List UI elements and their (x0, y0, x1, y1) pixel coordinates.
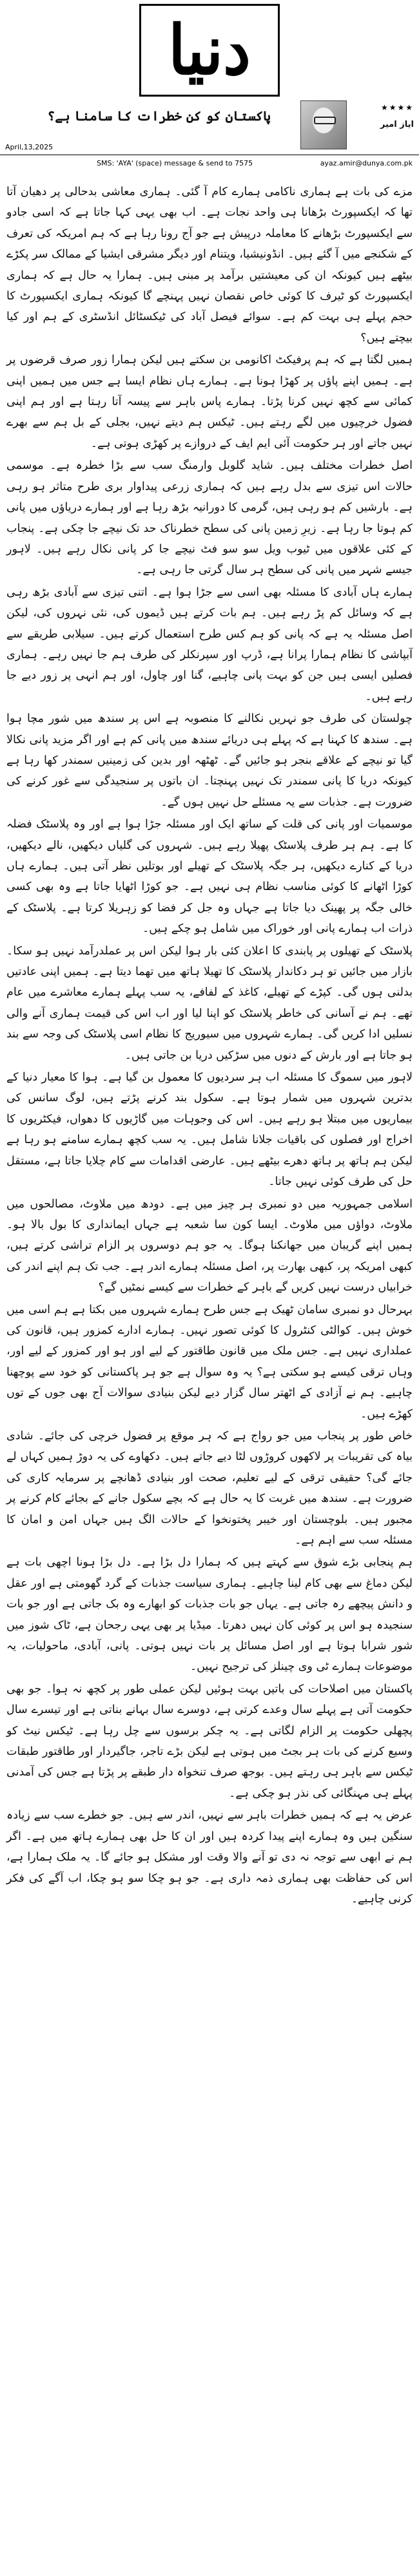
paragraph: پلاسٹک کے تھیلوں پر پابندی کا اعلان کئی بار ہوا لیکن اس پر عملدرآمد نہیں ہو سکا۔ بازار میں جائیں تو ہر دکاندار پلاسٹک کا تھیلا ہاتھ میں تھما دیتا ہے۔ ہمیں اپنی عادتیں بدلنی ہوں گی۔ کپڑے کے تھیلے، کاغذ کے لفافے، یہ سب پہلے ہمارے معاشرے میں عام تھے۔ ہم نے آسانی کی خاطر پلاسٹک کو اپنا لیا اور اب اس کی قیمت ہماری آنے والی نسلیں ادا کریں گی۔ ہمارے شہروں میں سیوریج کا نظام اسی پلاسٹک کی وجہ سے بند ہو جاتا ہے اور بارش کے دنوں میں سڑکیں دریا بن جاتی ہیں۔ (6, 944, 413, 1062)
article-body (6, 182, 413, 1911)
author-photo (300, 100, 347, 149)
paragraph: عرض یہ ہے کہ ہمیں خطرات باہر سے نہیں، اندر سے ہیں۔ جو خطرے سب سے زیادہ سنگین ہیں وہ ہمارے اپنے پیدا کردہ ہیں اور ان کا حل بھی ہمارے ہاتھ میں ہے۔ اگر ہم نے ابھی سے توجہ نہ دی تو آنے والا وقت اور مشکل ہو جائے گا۔ یہ ملک ہمارا ہے، اس کی حفاظت بھی ہماری ذمہ داری ہے۔ جو ہو چکا سو ہو چکا، اب آگے کی فکر کرنی چاہیے۔ (6, 1809, 413, 1906)
logo-text: دنیا (168, 10, 251, 90)
author-email: ayaz.amir@dunya.com.pk (320, 159, 413, 167)
paragraph: چولستان کی طرف جو نہریں نکالنے کا منصوبہ ہے اس پر سندھ میں شور مچا ہوا ہے۔ سندھ کا کہنا ہے کہ پہلے ہی دریائے سندھ میں پانی کم ہے اور اگر مزید پانی نکالا گیا تو نیچے کے علاقے بنجر ہو جائیں گے۔ ٹھٹھہ اور بدین کی زمینیں سمندر کھا رہا ہے کیونکہ دریا کا پانی سمندر تک نہیں پہنچتا۔ ان باتوں پر سنجیدگی سے غور کرنے کی ضرورت ہے۔ جذبات سے یہ مسئلے حل نہیں ہوں گے۔ (6, 712, 413, 809)
paragraph: پاکستان میں اصلاحات کی باتیں بہت ہوئیں لیکن عملی طور پر کچھ نہ ہوا۔ جو بھی حکومت آتی ہے پہلے سال وعدے کرتی ہے، دوسرے سال بہانے بناتی ہے اور تیسرے سال پچھلی حکومت پر الزام لگاتی ہے۔ یہ چکر برسوں سے چل رہا ہے۔ ٹیکس نیٹ کو وسیع کرنے کی بات ہر بجٹ میں ہوتی ہے لیکن بڑے تاجر، جاگیردار اور طاقتور طبقات ٹیکس سے باہر ہی رہتے ہیں۔ بوجھ صرف تنخواہ دار طبقے پر پڑتا ہے جس کی آمدنی پہلے ہی مہنگائی کی نذر ہو چکی ہے۔ (6, 1682, 413, 1800)
column-headline: پاکستان کو کن خطرات کا سامنا ہے؟ (47, 108, 271, 124)
author-glasses-shape (314, 117, 336, 124)
dunya-logo (139, 4, 280, 97)
sms-instructions: SMS: 'AYA' (space) message & send to 7575 (97, 159, 253, 167)
rating-stars-icon: ★★★★ (380, 103, 414, 112)
paragraph: ہم پنجابی بڑے شوق سے کہتے ہیں کہ ہمارا دل بڑا ہے۔ دل بڑا ہونا اچھی بات ہے لیکن دماغ سے بھی کام لینا چاہیے۔ ہماری سیاست جذبات کے گرد گھومتی ہے اور عقل و دانش پیچھے رہ جاتی ہے۔ یہاں جو بات جذبات کو ابھارے وہ بک جاتی ہے اور جو بات سنجیدہ ہو اس پر کوئی کان نہیں دھرتا۔ میڈیا پر بھی یہی رجحان ہے، ٹاک شوز میں شور شرابا ہوتا ہے اور اصل مسائل پر بات نہیں ہوتی۔ پانی، آبادی، ماحولیات، یہ موضوعات ہمارے ٹی وی چینلز کی ترجیح نہیں۔ (6, 1556, 413, 1674)
paragraph: موسمیات اور پانی کی قلت کے ساتھ ایک اور مسئلہ جڑا ہوا ہے اور وہ پلاسٹک فضلہ کا ہے۔ ہم ہر طرف پلاسٹک پھیلا رہے ہیں۔ شہروں کی گلیاں دیکھیں، نالے دیکھیں، دریا کے کنارے دیکھیں، ہر جگہ پلاسٹک کے تھیلے اور بوتلیں نظر آتی ہیں۔ ہمارے ہاں کوڑا اٹھانے کا کوئی مناسب نظام ہی نہیں ہے۔ جو کوڑا اٹھایا جاتا ہے وہ بھی کسی خالی جگہ پر پھینک دیا جاتا ہے جہاں وہ جل کر فضا کو زہریلا کرتا ہے۔ پلاسٹک کے ذرات اب ہمارے پانی اور خوراک میں شامل ہو چکے ہیں۔ (6, 818, 413, 936)
paragraph: بہرحال دو نمبری سامان ٹھیک ہے جس طرح ہمارے شہروں میں بکتا ہے ہم اسی میں خوش ہیں۔ کوالٹی کنٹرول کا کوئی تصور نہیں۔ ہمارے ادارے کمزور ہیں، قانون کی عملداری نہیں ہے۔ جس ملک میں قانون طاقتور کے لیے اور ہو اور کمزور کے لیے اور، وہاں ترقی کیسے ہو سکتی ہے؟ یہ وہ سوال ہے جو ہر پاکستانی کو خود سے پوچھنا چاہیے۔ ہم نے آزادی کے اٹھتر سال گزار دیے لیکن بنیادی سوالات آج بھی جوں کے توں کھڑے ہیں۔ (6, 1303, 413, 1421)
byline (380, 103, 414, 129)
paragraph: مزے کی بات ہے ہماری ناکامی ہمارے کام آ گئی۔ ہماری معاشی بدحالی پر دھیان آتا تھا کہ ایکسپورٹ بڑھانا ہی واحد نجات ہے۔ اب بھی یہی کہا جاتا ہے کہ اسی جادو سے ایکسپورٹ بڑھانے کا معاملہ درپیش ہے جو آج رونا رہا ہے کہ ہم امریکہ کی تعرف کے شکنجے میں آ گئے ہیں۔ انڈونیشیا، ویتنام اور دیگر مشرقی ایشیا کے ممالک سر پکڑے بیٹھے ہیں کیونکہ ان کی معیشتیں برآمد پر مبنی ہیں۔ ہمارا یہ حال ہے کہ ہماری ایکسپورٹ کو ٹیرف کا کوئی خاص نقصان نہیں پہنچے گا کیونکہ ہماری ایکسپورٹ کا حجم پہلے ہی بہت کم ہے۔ سوائے فیصل آباد کی ٹیکسٹائل انڈسٹری کے ہم اور کیا بیچتے ہیں؟ (6, 185, 413, 345)
paragraph: ہمارے ہاں آبادی کا مسئلہ بھی اسی سے جڑا ہوا ہے۔ اتنی تیزی سے آبادی بڑھ رہی ہے کہ وسائل کم پڑ رہے ہیں۔ ہم بات کرتے ہیں ڈیموں کی، نئی نہروں کی، لیکن اصل مسئلہ یہ ہے کہ پانی کو ہم کس طرح استعمال کرتے ہیں۔ سیلابی طریقے سے آبپاشی کا نظام ہمارا پرانا ہے، ڈرپ اور سپرنکلر کی طرف ہم جا نہیں رہے۔ ہماری فصلیں ایسی ہیں جن کو بہت پانی چاہیے، گنا اور چاول، اور ہم انہی پر زور دیے جا رہے ہیں۔ (6, 585, 413, 703)
author-name: ایاز امیر (380, 120, 414, 129)
paragraph: لاہور میں سموگ کا مسئلہ اب ہر سردیوں کا معمول بن گیا ہے۔ ہوا کا معیار دنیا کے بدترین شہروں میں شمار ہوتا ہے۔ سکول بند کرنے پڑتے ہیں، لوگ سانس کی بیماریوں میں مبتلا ہو رہے ہیں۔ اس کی وجوہات میں گاڑیوں کا دھواں، فیکٹریوں کا اخراج اور فصلوں کی باقیات جلانا شامل ہیں۔ یہ سب کچھ ہمارے سامنے ہو رہا ہے لیکن ہم ہاتھ پر ہاتھ دھرے بیٹھے ہیں۔ عارضی اقدامات سے کام چلایا جاتا ہے، مستقل حل کی طرف کوئی نہیں جاتا۔ (6, 1071, 413, 1189)
masthead (0, 0, 419, 167)
paragraph: ہمیں لگتا ہے کہ ہم پرفیکٹ اکانومی بن سکتے ہیں لیکن ہمارا زور صرف قرضوں پر ہے۔ ہمیں اپنے پاؤں پر کھڑا ہونا ہے۔ ہمارے ہاں نظام ایسا ہے جس میں ہمیں اپنی کمائی سے کچھ نہیں کرنا پڑتا۔ ہمارے پاس باہر سے پیسہ آتا رہتا ہے اور ہم اپنی فضول خرچیوں میں لگے رہتے ہیں۔ ٹیکس ہم دیتے نہیں، بجلی کے بل ہم سے بھرے نہیں جاتے اور ہر حکومت آئی ایم ایف کے دروازے پر کھڑی ہوتی ہے۔ (6, 354, 413, 450)
paragraph: اسلامی جمہوریہ میں دو نمبری ہر چیز میں ہے۔ دودھ میں ملاوٹ، مصالحوں میں ملاوٹ، دواؤں میں ملاوٹ۔ ایسا کون سا شعبہ ہے جہاں ایمانداری کا بول بالا ہو۔ ہمیں اپنے گریبان میں جھانکنا ہوگا۔ یہ جو ہم دوسروں پر الزام تراشی کرتے ہیں، کبھی امریکہ پر، کبھی بھارت پر، اصل مسئلہ ہمارے اندر ہے۔ جب تک ہم اپنے اندر کی خرابیاں درست نہیں کریں گے باہر کے خطرات سے کیسے نمٹیں گے؟ (6, 1197, 413, 1294)
publication-date: April,13,2025 (5, 143, 54, 151)
paragraph: اصل خطرات مختلف ہیں۔ شاید گلوبل وارمنگ سب سے بڑا خطرہ ہے۔ موسمی حالات اس تیزی سے بدل رہے ہیں کہ ہماری زرعی پیداوار بری طرح متاثر ہو رہی ہے۔ بارشیں کم ہو رہی ہیں، گرمی کا دورانیہ بڑھ رہا ہے اور ہمارے دریاؤں میں پانی کم ہوتا جا رہا ہے۔ زیرِ زمین پانی کی سطح خطرناک حد تک نیچے جا چکی ہے۔ پنجاب کے کئی علاقوں میں ٹیوب ویل سو سو فٹ نیچے جا کر پانی نکال رہے ہیں۔ لاہور جیسے شہر میں پانی کی سطح ہر سال گرتی جا رہی ہے۔ (6, 459, 413, 577)
paragraph: خاص طور پر پنجاب میں جو رواج ہے کہ ہر موقع پر فضول خرچی کی جائے۔ شادی بیاہ کی تقریبات پر لاکھوں کروڑوں لٹا دیے جاتے ہیں۔ دکھاوے کی یہ دوڑ ہمیں کہاں لے جائے گی؟ حقیقی ترقی کے لیے تعلیم، صحت اور بنیادی ڈھانچے پر سرمایہ کاری کی ضرورت ہے۔ سندھ میں غربت کا یہ حال ہے کہ بچے سکول جانے کے بجائے کام کرنے پر مجبور ہیں۔ بلوچستان اور خیبر پختونخوا کے حالات الگ ہیں جہاں امن و امان کا مسئلہ سب سے اہم ہے۔ (6, 1429, 413, 1547)
